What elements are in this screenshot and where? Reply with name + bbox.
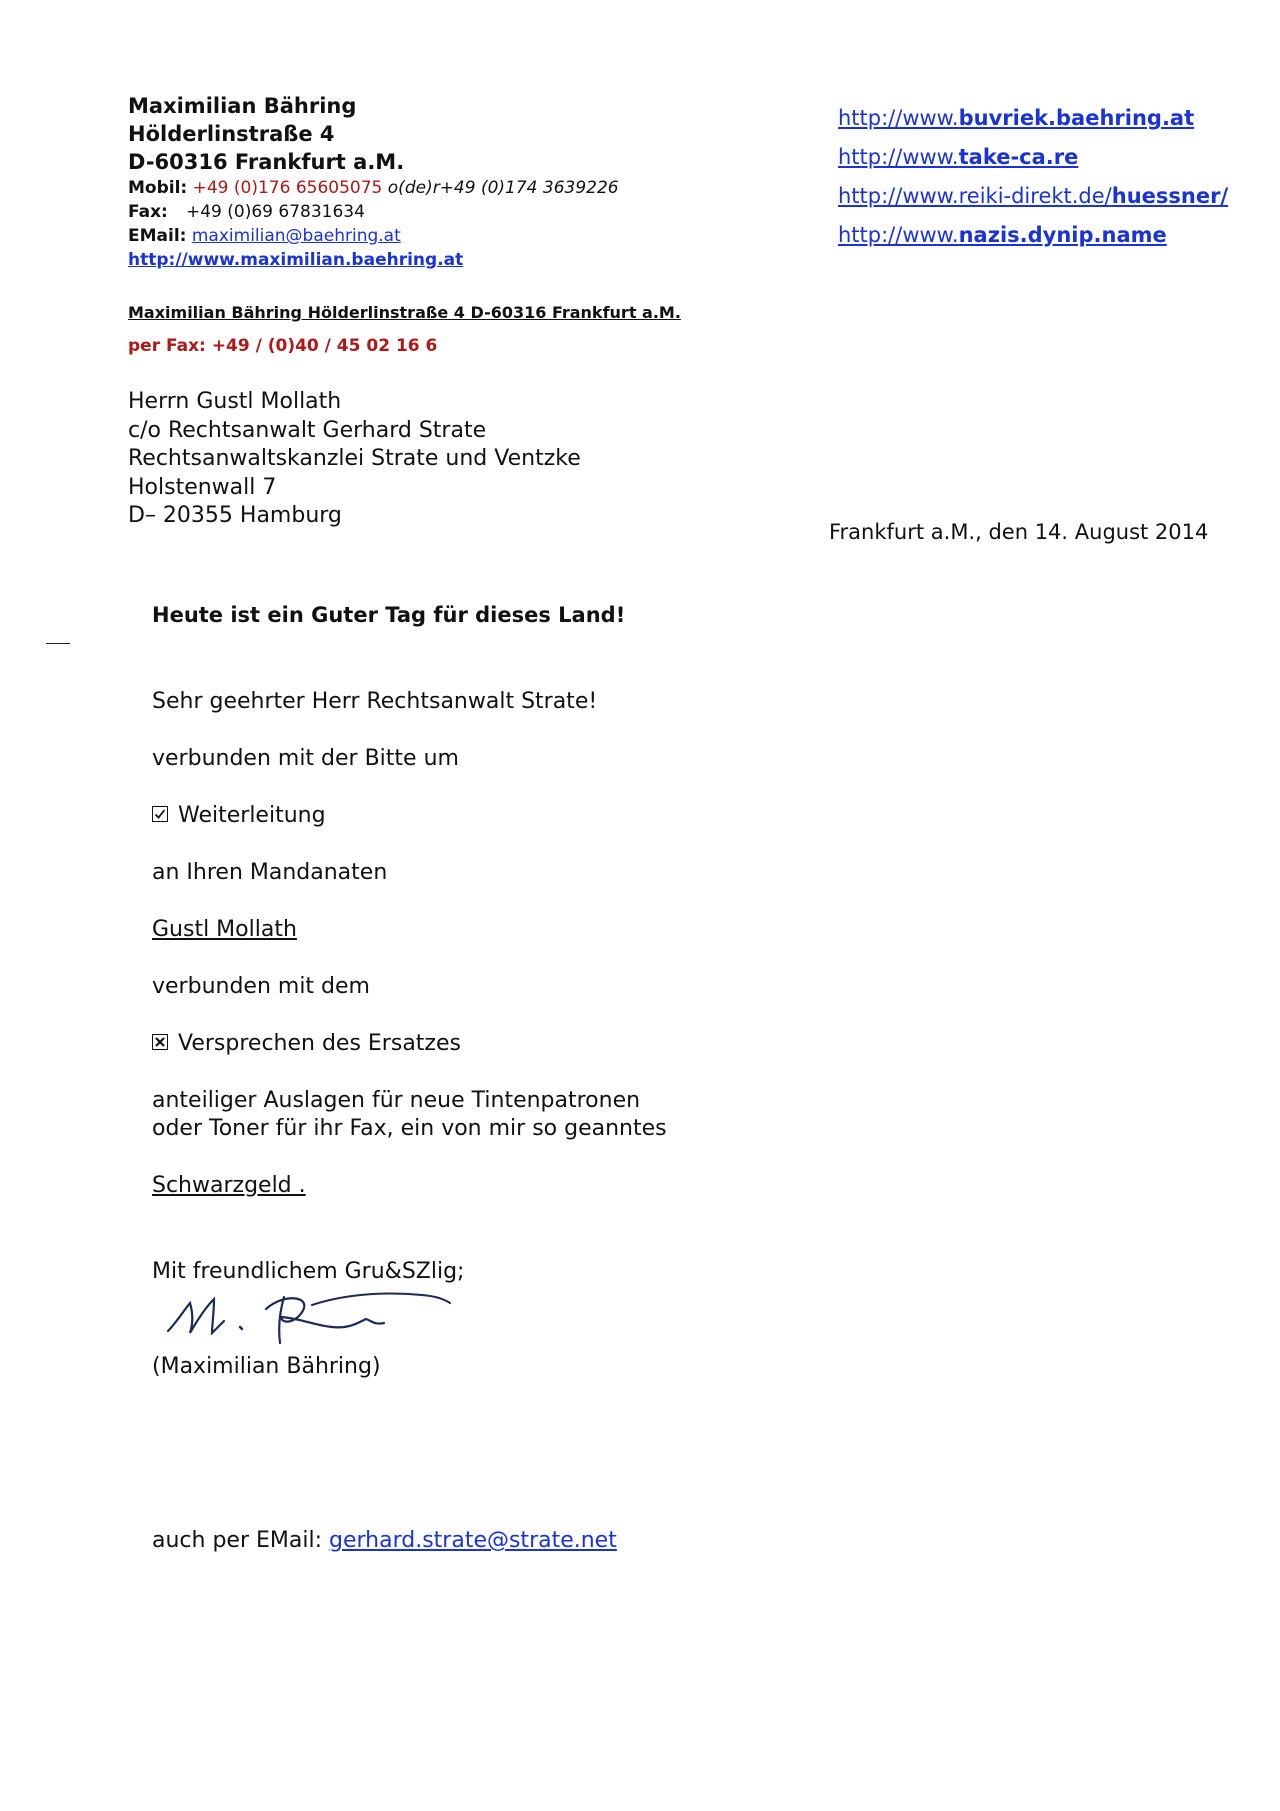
link-domain: take-ca.re (958, 145, 1079, 169)
link-nazis[interactable] (838, 216, 1228, 255)
link-prefix: http://www. (838, 145, 959, 169)
sender-address (128, 92, 619, 272)
letter-date: Frankfurt a.M., den 14. August 2014 (829, 520, 1209, 544)
link-domain: nazis.dynip.name (958, 223, 1167, 247)
link-buvriek[interactable] (838, 99, 1228, 138)
checkbox-item-forwarding (152, 802, 326, 830)
mobile-label: Mobil: (128, 178, 188, 198)
letter-subject: Heute ist ein Guter Tag für dieses Land! (152, 603, 626, 627)
link-list (838, 99, 1228, 255)
salutation: Sehr geehrter Herr Rechtsanwalt Strate! (152, 689, 598, 714)
recipient-line: Herrn Gustl Mollath (128, 389, 342, 414)
fax-label: Fax: (128, 202, 168, 222)
email-label: EMail: (128, 226, 187, 246)
crossed-checkbox-icon (152, 1034, 168, 1050)
return-address: Maximilian Bähring Hölderlinstraße 4 D-60316 Frankfurt a.M. (128, 303, 681, 322)
sender-email-link[interactable]: maximilian@baehring.at (191, 226, 401, 246)
checkbox-item-promise (152, 1030, 461, 1058)
recipient-line: Rechtsanwaltskanzlei Strate und Ventzke (128, 446, 581, 471)
sender-website-link[interactable]: http://www.maximilian.baehring.at (128, 250, 464, 270)
sender-name: Maximilian Bähring (128, 94, 357, 118)
recipient-address (128, 388, 581, 531)
body-paragraph: verbunden mit dem (152, 974, 370, 999)
sender-street: Hölderlinstraße 4 (128, 122, 335, 146)
per-fax-number: +49 / (0)40 / 45 02 16 6 (211, 336, 438, 356)
link-domain: buvriek.baehring.at (958, 106, 1195, 130)
checked-checkbox-icon (152, 806, 168, 822)
sender-fax (128, 200, 619, 224)
mobile-number-2: +49 (0)174 3639226 (439, 178, 619, 198)
fold-mark (46, 643, 70, 644)
link-reiki[interactable] (838, 177, 1228, 216)
checkbox-label: Versprechen des Ersatzes (178, 1031, 461, 1056)
sender-mobile (128, 176, 619, 200)
closing: Mit freundlichem Gru&SZlig; (152, 1259, 465, 1284)
body-paragraph: verbunden mit der Bitte um (152, 746, 459, 771)
link-domain: huessner/ (1111, 184, 1229, 208)
link-prefix: http://www. (838, 106, 959, 130)
body-line: oder Toner für ihr Fax, ein von mir so geanntes (152, 1116, 667, 1141)
handwritten-signature (162, 1283, 462, 1353)
sender-email (128, 224, 619, 248)
link-prefix: http://www. (838, 223, 959, 247)
link-prefix: http://www.reiki-direkt.de/ (838, 184, 1112, 208)
recipient-line: D– 20355 Hamburg (128, 503, 342, 528)
sender-city: D-60316 Frankfurt a.M. (128, 150, 405, 174)
client-name: Gustl Mollath (152, 917, 297, 942)
body-paragraph (152, 1087, 667, 1143)
mobile-or: o(de)r (387, 178, 440, 198)
mobile-number-1: +49 (0)176 65605075 (192, 178, 383, 198)
body-paragraph: an Ihren Mandanaten (152, 860, 388, 885)
money-term: Schwarzgeld . (152, 1173, 306, 1198)
email-prefix: auch per EMail: (152, 1528, 322, 1553)
recipient-email-link[interactable]: gerhard.strate@strate.net (329, 1528, 617, 1553)
per-fax-line (128, 336, 437, 356)
checkbox-label: Weiterleitung (178, 803, 326, 828)
sender-website (128, 248, 619, 272)
link-take-care[interactable] (838, 138, 1228, 177)
per-fax-label: per Fax: (128, 336, 206, 356)
email-line (152, 1527, 617, 1555)
recipient-line: c/o Rechtsanwalt Gerhard Strate (128, 417, 487, 443)
body-line: anteiliger Auslagen für neue Tintenpatronen (152, 1088, 641, 1113)
signer-name: (Maximilian Bähring) (152, 1354, 381, 1379)
fax-number: +49 (0)69 67831634 (186, 202, 365, 222)
recipient-line: Holstenwall 7 (128, 474, 277, 500)
